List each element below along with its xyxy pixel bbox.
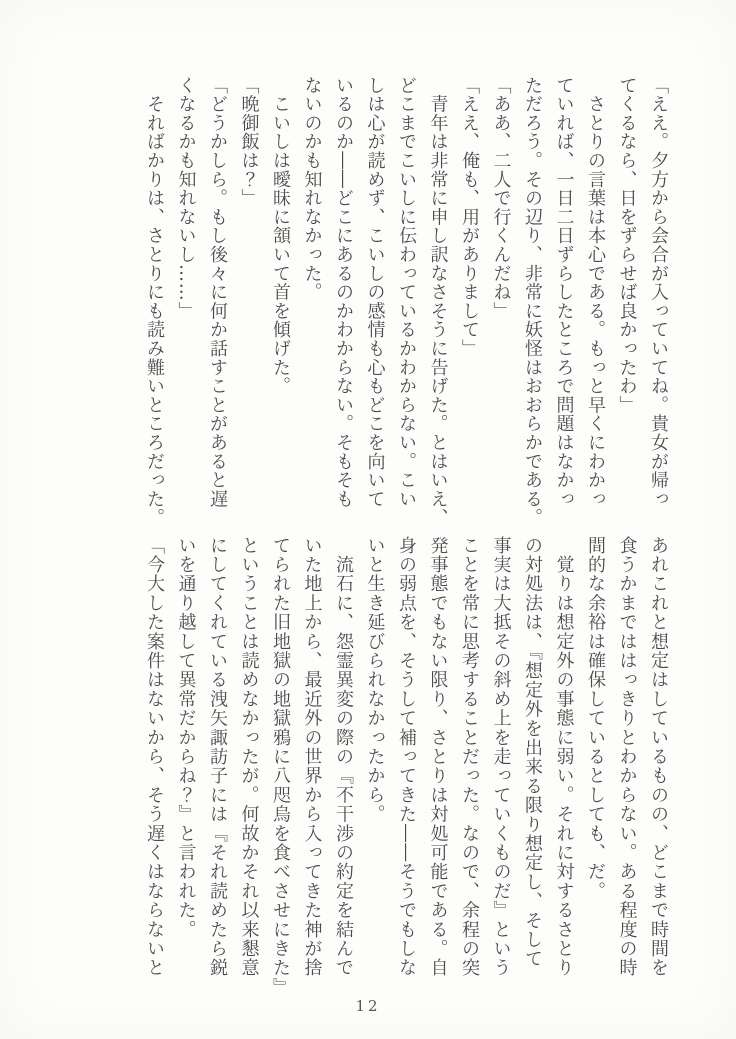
text-column: くなるかも知れないし……」 xyxy=(175,76,197,321)
text-column: 発事態でもない限り、さとりは対処可能である。自 xyxy=(427,536,449,978)
text-column: 流石に、怨霊異変の際の『不干渉の約定を結んで xyxy=(333,536,354,978)
text-column: こいしは曖昧に頷いて首を傾げた。 xyxy=(270,76,291,396)
text-block-top xyxy=(139,76,675,528)
text-column: てくるなら、日をずらせば良かったわ」 xyxy=(616,76,638,415)
text-column: ただろう。その辺り、非常に妖怪はおおらかである。 xyxy=(522,76,543,528)
text-column: ことを常に思考することだった。なので、余程の突 xyxy=(459,536,480,978)
text-column: いるのか――どこにあるのかわからない。そもそも xyxy=(333,76,354,509)
text-column: 青年は非常に申し訳なさそうに告げた。とはいえ、 xyxy=(427,76,449,528)
text-column: 「今大した案件はないから、そう遅くはならないと xyxy=(144,536,165,978)
text-column: 「晩御飯は？」 xyxy=(238,76,260,208)
text-column: 身の弱点を、そうして補ってきた――そうでもしな xyxy=(396,536,417,978)
text-column: にしてくれている洩矢諏訪子には『それ読めたら鋭 xyxy=(207,536,228,978)
text-column: 「ええ、俺も、用がありまして」 xyxy=(459,76,480,358)
text-column: ていれば、一日二日ずらしたところで問題はなかっ xyxy=(553,76,575,509)
text-column: 「どうかしら。もし後々に何か話すことがあると遅 xyxy=(207,76,228,509)
text-column: の対処法は、『想定外を出来る限り想定し、そして xyxy=(522,536,543,969)
text-column: しは心が読めず、こいしの感情も心もどこを向いて xyxy=(364,76,386,509)
text-column: どこまでこいしに伝わっているかわからない。こい xyxy=(396,76,417,509)
text-column: ということは読めなかったが。何故かそれ以来懇意 xyxy=(238,536,260,978)
text-column: いと生き延びられなかったから。 xyxy=(364,536,386,824)
text-column: てられた旧地獄の地獄鴉に八咫烏を食べさせにきた』 xyxy=(270,536,291,997)
text-column: いを通り越して異常だからね？』と言われた。 xyxy=(175,536,197,940)
text-column: 「ああ、二人で行くんだね」 xyxy=(490,76,512,321)
text-column: あれこれと想定はしているものの、どこまで時間を xyxy=(648,536,669,978)
text-column: 間的な余裕は確保しているとしても、だ。 xyxy=(585,536,606,901)
text-column: 覚りは想定外の事態に弱い。それに対するさとり xyxy=(553,536,575,978)
text-column: 「ええ。夕方から会合が入っていてね。貴女が帰っ xyxy=(648,76,669,509)
text-column: さとりの言葉は本心である。もっと早くにわかっ xyxy=(585,76,606,509)
text-column: そればかりは、さとりにも読み難いところだった。 xyxy=(144,76,165,528)
page-number: 12 xyxy=(355,997,381,1015)
text-column: ないのかも知れなかった。 xyxy=(301,76,323,302)
text-block-bottom xyxy=(139,536,675,997)
text-column: 事実は大抵その斜め上を走っていくものだ』という xyxy=(490,536,512,978)
text-column: 食うかまでははっきりとわからない。ある程度の時 xyxy=(616,536,638,978)
text-column: いた地上から、最近外の世界から入ってきた神が捨 xyxy=(301,536,323,978)
